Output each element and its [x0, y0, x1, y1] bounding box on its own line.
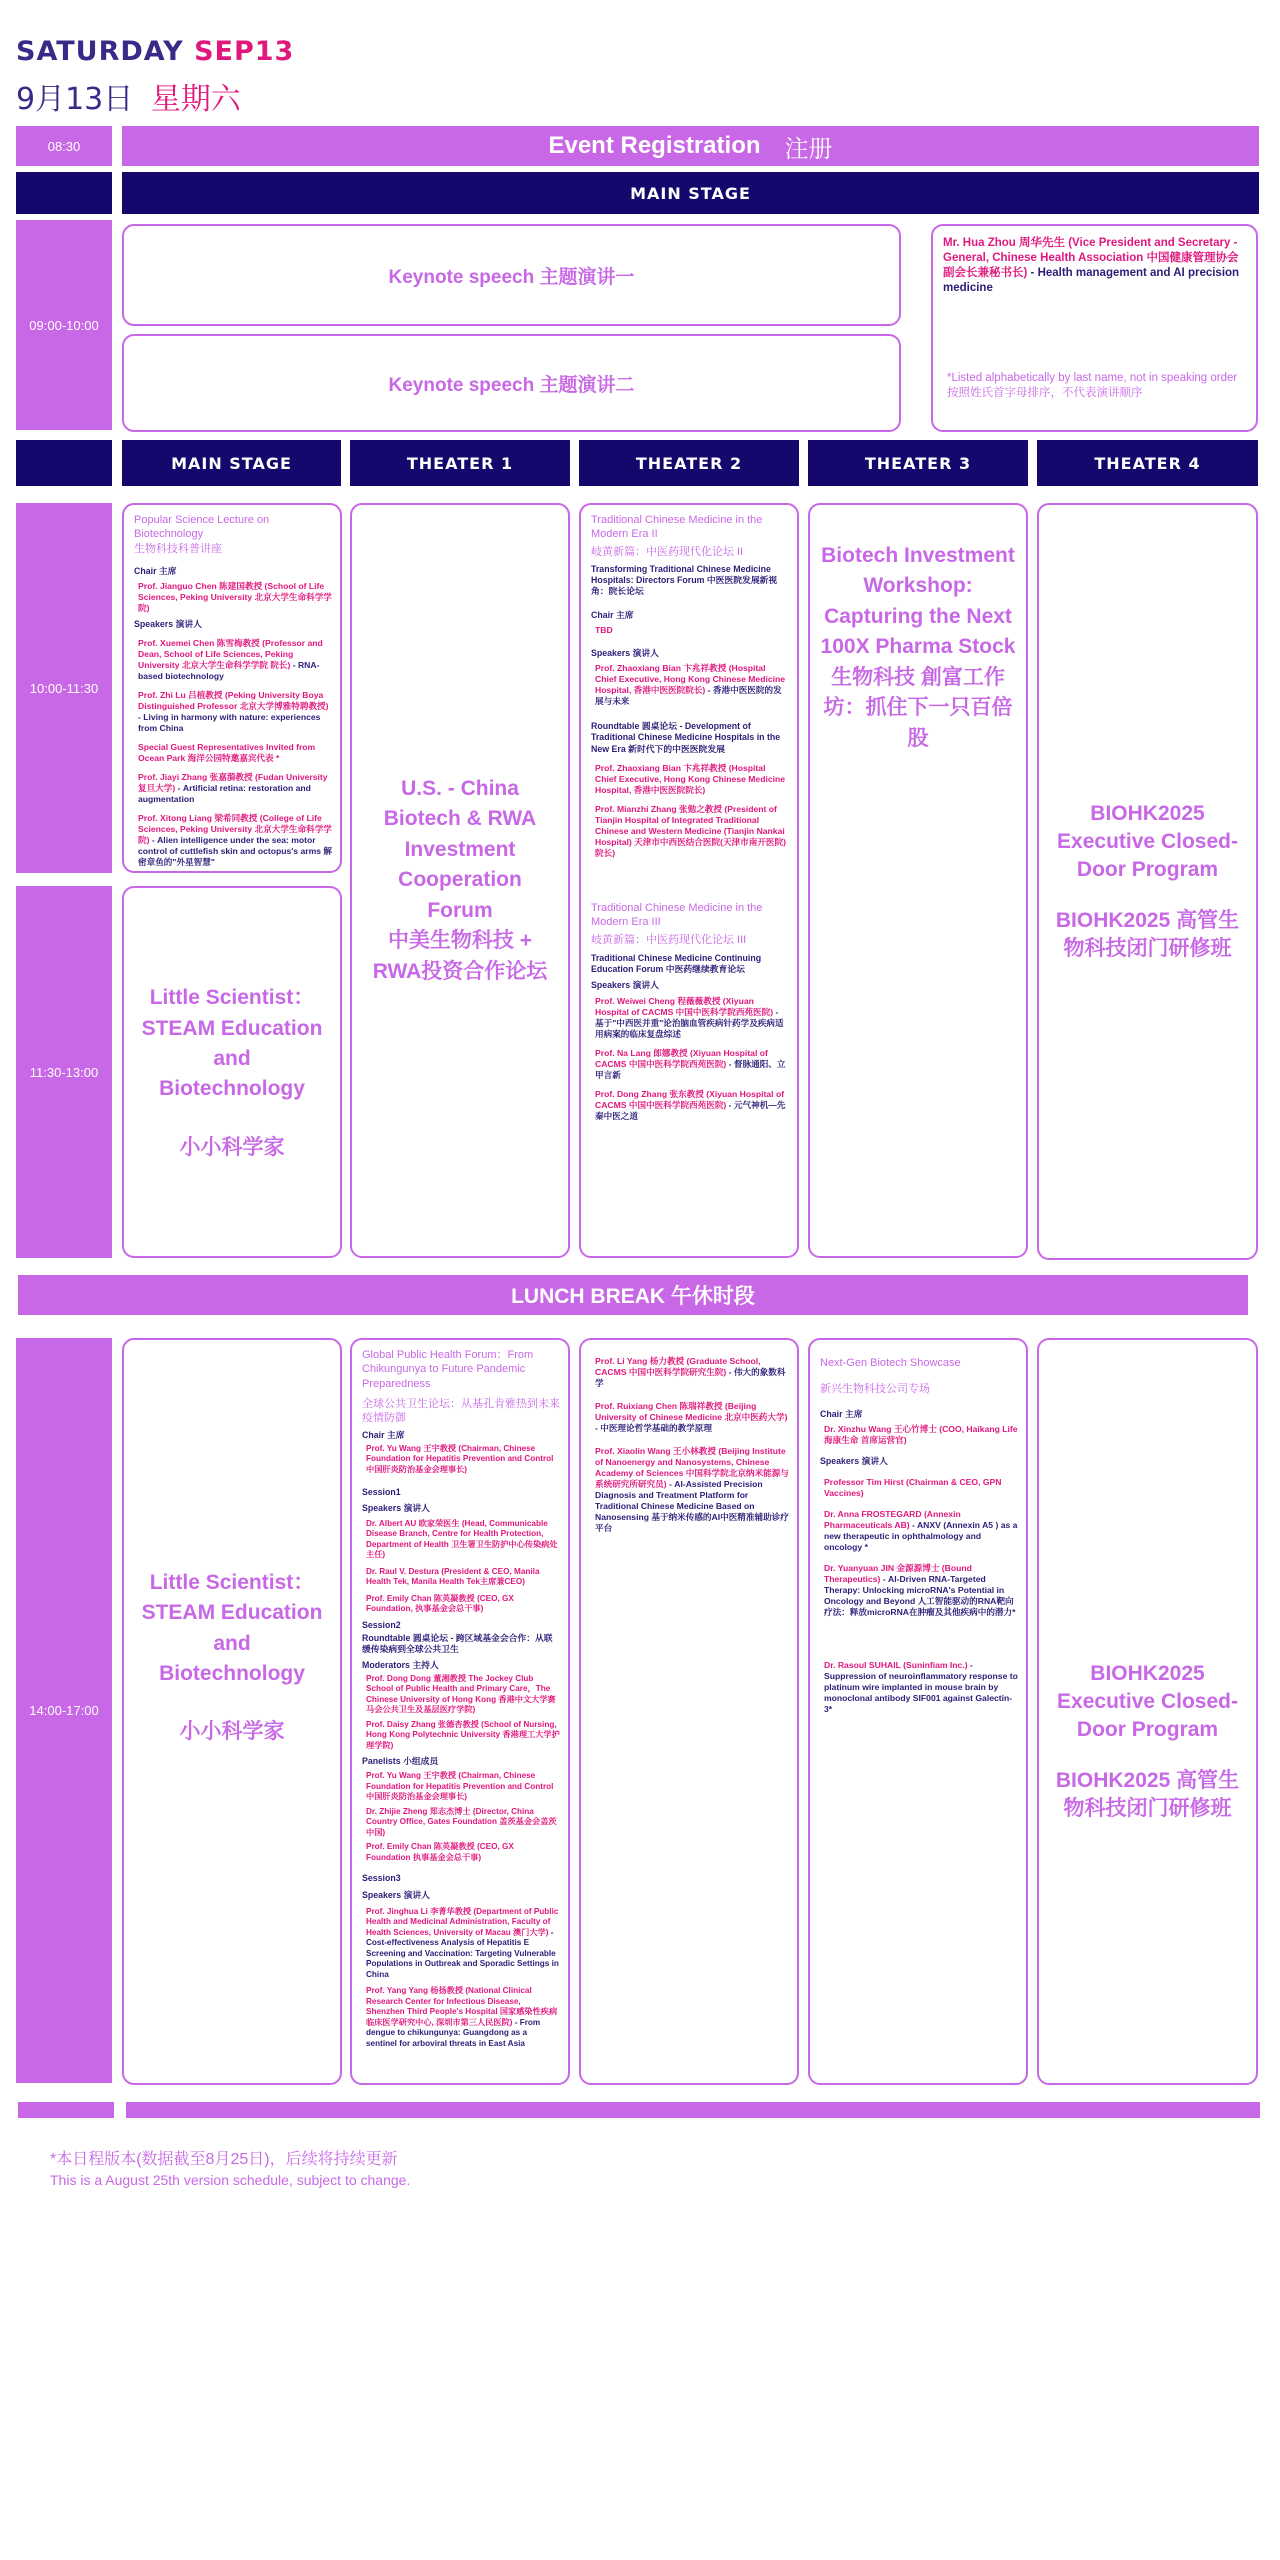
- tcm2-title: Traditional Chinese Medicine in the Modern Era II: [591, 514, 763, 541]
- lecture-title: Popular Science Lecture on Biotechnology: [134, 514, 270, 541]
- tcm3-speaker-3: Prof. Dong Zhang 张东教授 (Xiyuan Hospital of CACMS 中国中医科学院西苑医院): [595, 1088, 785, 1110]
- health-moderator-2: Prof. Daisy Zhang 张德杏教授 (School of Nursing, Hong Kong Polytechnic University 香港理工大学护理学院): [366, 1719, 560, 1750]
- little-scientist-card-am: [122, 886, 342, 1258]
- date-cn: 9月13日: [16, 82, 134, 117]
- health-speakers3-label: Speakers 演讲人: [362, 1889, 430, 1900]
- health-moderator-1: Prof. Dong Dong 董湘教授 The Jockey Club School of Public Health and Primary Care，The Chinese University of Hong Kong 香港中文大学赛马会公共卫生及基层医疗学院): [366, 1673, 556, 1715]
- little-scientist-cn: 小小科学家: [179, 1135, 285, 1159]
- little-scientist-cn-pm: 小小科学家: [179, 1720, 285, 1744]
- theater3-showcase-card: [808, 1338, 1028, 2085]
- health-panelists-label: Panelists 小组成员: [362, 1756, 439, 1767]
- health-session1: Session1: [362, 1487, 401, 1498]
- speaker-2-topic: - Living in harmony with nature: experiences from China: [138, 712, 321, 734]
- health-speakers-label: Speakers 演讲人: [362, 1503, 430, 1514]
- tcm3-title-cn: 岐黄新篇：中医药现代化论坛 III: [591, 934, 747, 947]
- tcm2-title-cn: 岐黄新篇：中医药现代化论坛 II: [591, 545, 744, 558]
- showcase-title-cn: 新兴生物科技公司专场: [820, 1383, 930, 1396]
- date-header-en: [16, 36, 294, 67]
- venue-main-stage: MAIN STAGE: [122, 440, 341, 486]
- health-s3-speaker-1: Prof. Jinghua Li 李菁华教授 (Department of Public Health and Medicinal Administration, Faculty of Health Sciences, University of Macau 澳门大学): [366, 1906, 559, 1937]
- t2pm-speaker-1-topic: - 伟大的象数科学: [595, 1367, 786, 1388]
- time-1000: 10:00-11:30: [16, 503, 112, 873]
- bottom-bar: [126, 2102, 1260, 2118]
- venue-theater-4: THEATER 4: [1037, 440, 1258, 486]
- t2pm-speaker-3-topic: - AI-Assisted Precision Diagnosis and Treatment Platform for Traditional Chinese Medicine Based on Nanosensing 基于纳米传感的AI中医精准辅助诊疗平台: [595, 1479, 789, 1533]
- tcm3-speaker-2: Prof. Na Lang 郎娜教授 (Xiyuan Hospital of CACMS 中国中医科学院西苑医院): [595, 1047, 768, 1069]
- tcm3-title: Traditional Chinese Medicine in the Modern Era III: [591, 901, 763, 929]
- showcase-title: Next-Gen Biotech Showcase: [820, 1357, 961, 1369]
- tcm2-chair: TBD: [595, 624, 613, 635]
- keynote-speaker-card: [931, 224, 1258, 432]
- venue-theater-2: THEATER 2: [579, 440, 799, 486]
- keynote-note: *Listed alphabetically by last name, not in speaking order 按照姓氏首字母排序，不代表演讲顺序: [947, 372, 1238, 399]
- venue-theater-1: THEATER 1: [350, 440, 570, 486]
- showcase-speaker-3-topic: - AI-Driven RNA-Targeted Therapy: Unlocking microRNA's Potential in Oncology and Beyond 人工智能驱动的RNA靶向疗法：释放microRNA在肿瘤及其他疾病中的潜力*: [824, 1574, 1016, 1618]
- tcm2-speaker-1-topic: - 香港中医医院的发展与未来: [595, 685, 782, 707]
- speaker-4: Prof. Jiayi Zhang 张嘉漪教授 (Fudan University 复旦大学): [138, 772, 328, 794]
- theater4-program-cn-am: BIOHK2025 高管生物科技闭门研修班: [1055, 908, 1240, 961]
- theater4-program-en-am: BIOHK2025 Executive Closed-Door Program: [1057, 801, 1238, 882]
- theater1-forum-en: U.S. - China Biotech & RWA Investment Cooperation Forum: [383, 776, 537, 922]
- tcm3-speaker-1: Prof. Weiwei Cheng 程薇薇教授 (Xiyuan Hospital of CACMS 中国中医科学院西苑医院): [595, 995, 774, 1017]
- health-chair: Prof. Yu Wang 王宇教授 (Chairman, Chinese Foundation for Hepatitis Prevention and Control 中国肝炎防治基金会理事长): [366, 1443, 554, 1474]
- theater1-forum-cn: 中美生物科技 + RWA投资合作论坛: [372, 929, 548, 983]
- t2pm-speaker-1: Prof. Li Yang 杨力教授 (Graduate School, CACMS 中国中医科学院研究生院): [595, 1356, 761, 1377]
- chair-name: Prof. Jianguo Chen 陈建国教授 (School of Life Sciences, Peking University 北京大学生命科学学院): [138, 581, 332, 614]
- health-s3-speaker-1-topic: - Cost-effectiveness Analysis of Hepatitis E Screening and Vaccination: Targeting Vulnerable Populations in Outbreak and Sporadic Settings in China: [366, 1927, 559, 1979]
- t2pm-speaker-2-topic: - 中医理论哲学基础的教学原理: [595, 1423, 712, 1433]
- date-en: SEP13: [194, 36, 295, 67]
- health-panelist-3: Prof. Emily Chan 陈英凝教授 (CEO, GX Foundation 执事基金会总干事): [366, 1842, 514, 1862]
- health-session3: Session3: [362, 1873, 401, 1884]
- showcase-speakers-label: Speakers 演讲人: [820, 1455, 888, 1466]
- health-moderators-label: Moderators 主持人: [362, 1660, 439, 1671]
- tcm2-sub: Transforming Traditional Chinese Medicine Hospitals: Directors Forum 中医医院发展新视角：院长论坛: [591, 563, 778, 597]
- registration-cn: 注册: [784, 135, 833, 163]
- theater4-program-cn-pm: BIOHK2025 高管生物科技闭门研修班: [1055, 1768, 1240, 1821]
- tcm3-speaker-2-topic: - 督脉通阳、立甲言新: [595, 1058, 786, 1080]
- speaker-4-topic: - Artificial retina: restoration and augmentation: [138, 783, 311, 805]
- speaker-3: Special Guest Representatives Invited from Ocean Park 海洋公园特邀嘉宾代表 *: [138, 742, 316, 764]
- tcm2-speaker-1: Prof. Zhaoxiang Bian 卞兆祥教授 (Hospital Chief Executive, Hong Kong Chinese Medicine Hospital, 香港中医医院院长): [595, 663, 786, 696]
- theater1-forum-card: [350, 503, 570, 1258]
- speaker-1: Prof. Xuemei Chen 陈雪梅教授 (Professor and Dean, School of Life Sciences, Peking University 北京大学生命科学学院 院长): [138, 638, 323, 671]
- little-scientist-card-pm: [122, 1338, 342, 2085]
- t2pm-speaker-3: Prof. Xiaolin Wang 王小林教授 (Beijing Institute of Nanoenergy and Nanosystems, Chinese Academy of Sciences 中国科学院北京纳米能源与系统研究所研究员): [595, 1446, 789, 1489]
- health-roundtable: Roundtable 圆桌论坛 - 跨区域基金会合作：从联缓传染病到全球公共卫生: [362, 1632, 553, 1655]
- bottom-bar-time: [18, 2102, 114, 2118]
- health-panelist-1: Prof. Yu Wang 王宇教授 (Chairman, Chinese Foundation for Hepatitis Prevention and Control 中国肝炎防治基金会理事长): [366, 1771, 554, 1802]
- time-0830: 08:30: [16, 126, 112, 166]
- theater4-program-en-pm: BIOHK2025 Executive Closed-Door Program: [1057, 1661, 1238, 1742]
- health-speaker-1: Dr. Albert AU 欧家荣医生 (Head, Communicable Disease Branch, Centre for Health Protection, Department of Health 卫生署卫生防护中心传染病处主任): [366, 1518, 558, 1560]
- showcase-speaker-2-topic: - ANXV (Annexin A5 ) as a new therapeutic in ophthalmology and oncology *: [824, 1520, 1018, 1553]
- t2pm-speaker-2: Prof. Ruixiang Chen 陈瑞祥教授 (Beijing University of Chinese Medicine 北京中医药大学): [595, 1401, 788, 1422]
- time-0900: 09:00-10:00: [16, 220, 112, 430]
- tcm2-chair-label: Chair 主席: [591, 609, 634, 620]
- tcm2-round-1: Prof. Zhaoxiang Bian 卞兆祥教授 (Hospital Chief Executive, Hong Kong Chinese Medicine Hospital, 香港中医医院院长): [595, 762, 786, 795]
- tcm2-round-2: Prof. Mianzhi Zhang 张勉之教授 (President of Tianjin Hospital of Integrated Traditional Chinese and Western Medicine (Tianjin Nankai Hospital) 天津市中西医结合医院(天津市南开医院) 院长): [595, 803, 786, 858]
- tcm3-sub: Traditional Chinese Medicine Continuing Education Forum 中医药继续教育论坛: [591, 952, 762, 975]
- showcase-speaker-2: Dr. Anna FROSTEGARD (Annexin Pharmaceuticals AB): [824, 1509, 961, 1531]
- lecture-title-cn: 生物科技科普讲座: [134, 542, 222, 555]
- navy-spacer: [16, 172, 112, 214]
- theater3-workshop-cn: 生物科技 創富工作坊：抓住下一只百倍股: [823, 665, 1013, 750]
- time-1130: 11:30-13:00: [16, 886, 112, 1258]
- theater2-pm-card: [579, 1338, 799, 2085]
- tcm3-speaker-1-topic: - 基于"中西医并重"论治脑血管疾病针药学及疾病适用病案的临床复盘综述: [595, 1006, 784, 1039]
- time-1400: 14:00-17:00: [16, 1338, 112, 2083]
- keynote-2: Keynote speech 主题演讲二: [122, 334, 901, 432]
- health-chair-label: Chair 主席: [362, 1430, 405, 1441]
- theater1-health-card: [350, 1338, 570, 2085]
- theater4-program-card-am: [1037, 503, 1258, 1260]
- theater3-workshop-en: Biotech Investment Workshop: Capturing the Next 100X Pharma Stock: [820, 544, 1016, 659]
- health-s3-speaker-2-topic: - From dengue to chikungunya: Guangdong as a sentinel for arboviral threats in East Asia: [366, 2017, 541, 2048]
- day-en: SATURDAY: [16, 36, 184, 67]
- speakers-label: Speakers 演讲人: [134, 619, 202, 630]
- footer-en: This is a August 25th version schedule, subject to change.: [50, 2172, 411, 2188]
- main-stage-bar: MAIN STAGE: [122, 172, 1259, 214]
- health-s3-speaker-2: Prof. Yang Yang 杨扬教授 (National Clinical Research Center for Infectious Disease, Shenzhen Third People's Hospital 国家感染性疾病临床医学研究中心, 深圳市第三人民医院): [366, 1986, 558, 2027]
- showcase-speaker-3: Dr. Yuanyuan JIN 金源源博士 (Bound Therapeutics): [824, 1563, 972, 1585]
- little-scientist-en: Little Scientist： STEAM Education and Biotechnology: [141, 986, 323, 1101]
- health-panelist-2: Dr. Zhijie Zheng 郑志杰博士 (Director, China Country Office, Gates Foundation 盖茨基金会盖茨中国): [366, 1806, 557, 1837]
- date-header-cn: [16, 74, 241, 118]
- health-speaker-3: Prof. Emily Chan 陈英凝教授 (CEO, GX Foundation, 执事基金会总干事): [366, 1593, 514, 1614]
- keynote-1: Keynote speech 主题演讲一: [122, 224, 901, 326]
- health-title-cn: 全球公共卫生论坛：从基孔肯雅热到未来疫情防御: [362, 1397, 560, 1425]
- tcm2-roundtable: Roundtable 圆桌论坛 - Development of Traditional Chinese Medicine Hospitals in the New Era 新时代下的中医医院发展: [591, 721, 781, 754]
- registration-en: Event Registration: [548, 132, 761, 159]
- tcm3-speakers-label: Speakers 演讲人: [591, 980, 659, 991]
- theater4-program-card-pm: [1037, 1338, 1258, 2085]
- lunch-break-bar: LUNCH BREAK 午休时段: [18, 1275, 1248, 1315]
- speaker-1-topic: - RNA-based biotechnology: [138, 660, 320, 682]
- main-stage-lecture-card: [122, 503, 342, 873]
- speaker-2: Prof. Zhi Lu 吕植教授 (Peking University Boya Distinguished Professor 北京大学博雅特聘教授): [138, 690, 329, 712]
- showcase-speaker-1: Professor Tim Hirst (Chairman & CEO, GPN Vaccines): [824, 1477, 1002, 1499]
- keynote-speaker-name: Mr. Hua Zhou 周华先生 (Vice President and Secretary - General, Chinese Health Association 中国健康管理协会副会长兼秘书长): [943, 237, 1239, 279]
- chair-label: Chair 主席: [134, 565, 177, 576]
- venue-theater-3: THEATER 3: [808, 440, 1028, 486]
- registration-bar: [122, 126, 1259, 166]
- speaker-5: Prof. Xitong Liang 梁希同教授 (College of Life Sciences, Peking University 北京大学生命科学学院): [138, 813, 332, 846]
- tcm3-speaker-3-topic: - 元气神机—先秦中医之道: [595, 1099, 786, 1121]
- health-title: Global Public Health Forum：From Chikungunya to Future Pandemic Preparedness: [362, 1349, 534, 1390]
- little-scientist-en-pm: Little Scientist： STEAM Education and Biotechnology: [141, 1570, 323, 1685]
- showcase-chair-label: Chair 主席: [820, 1408, 863, 1419]
- day-cn: 星期六: [150, 82, 241, 117]
- keynote-speaker-topic: - Health management and AI precision medicine: [943, 266, 1240, 294]
- theater2-tcm-card: [579, 503, 799, 1258]
- theater3-workshop-card: [808, 503, 1028, 1258]
- footer-cn: *本日程版本(数据截至8月25日)，后续将持续更新: [50, 2151, 398, 2168]
- venue-spacer: [16, 440, 112, 486]
- showcase-chair: Dr. Xinzhu Wang 王心竹博士 (COO, Haikang Life 海康生命 首席运营官): [824, 1423, 1018, 1445]
- health-session2: Session2: [362, 1619, 401, 1630]
- showcase-speaker-4: Dr. Rasoul SUHAIL (Suninfiam Inc.): [824, 1660, 968, 1671]
- speaker-5-topic: - Alien intelligence under the sea: motor control of cuttlefish skin and octopus's arms 解密章鱼的"外星智慧": [138, 835, 332, 868]
- tcm2-speakers-label: Speakers 演讲人: [591, 647, 659, 658]
- health-speaker-2: Dr. Raul V. Destura (President & CEO, Manila Health Tek, Manila Health Tek主席兼CEO): [366, 1566, 540, 1587]
- showcase-speaker-4-topic: - Suppression of neuroinflammatory response to platinum wire implanted in mouse brain by monoclonal antibody SIF001 against Galectin-3*: [824, 1660, 1018, 1715]
